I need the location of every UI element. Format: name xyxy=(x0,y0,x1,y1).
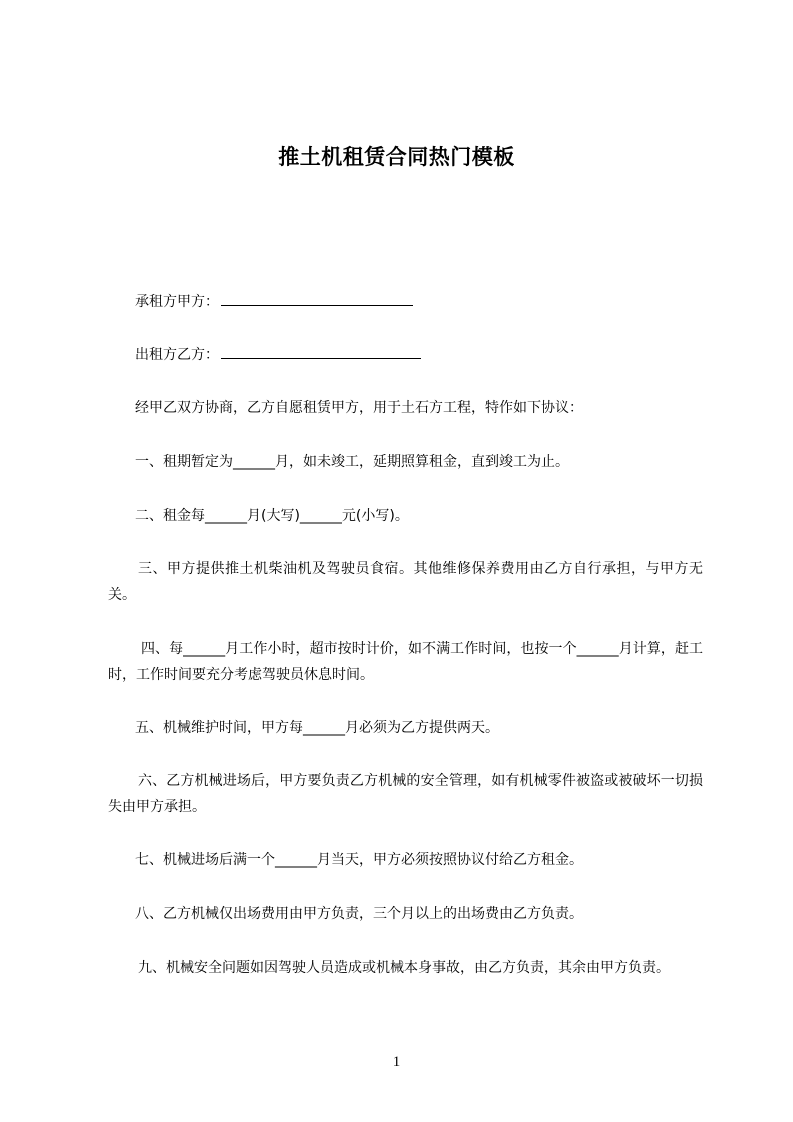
party-b-line xyxy=(108,341,703,368)
clause-8: 八、乙方机械仅出场费用由甲方负责，三个月以上的出场费由乙方负责。 xyxy=(135,906,583,922)
clause-2: 二、租金每______月(大写)______元(小写)。 xyxy=(135,508,409,524)
intro-paragraph: 经甲乙双方协商，乙方自愿租赁甲方，用于土石方工程，特作如下协议： xyxy=(135,400,583,416)
party-a-blank xyxy=(221,288,413,306)
clause-3: 三、甲方提供推土机柴油机及驾驶员食宿。其他维修保养费用由乙方自行承担，与甲方无关。 xyxy=(108,561,703,603)
party-a-line xyxy=(108,288,703,315)
clause-9: 九、机械安全问题如因驾驶人员造成或机械本身事故，由乙方负责，其余由甲方负责。 xyxy=(138,960,670,976)
party-b-blank xyxy=(221,341,421,359)
document-title: 推土机租赁合同热门模板 xyxy=(278,145,515,169)
page-number: 1 xyxy=(392,1054,401,1070)
clause-5: 五、机械维护时间，甲方每______月必须为乙方提供两天。 xyxy=(135,720,499,736)
clause-7: 七、机械进场后满一个______月当天，甲方必须按照协议付给乙方租金。 xyxy=(135,852,583,868)
clause-4: 四、每______月工作小时，超市按时计价，如不满工作时间，也按一个______月计算，赶工时，工作时间要充分考虑驾驶员休息时间。 xyxy=(108,641,703,683)
party-a-label: 承租方甲方： xyxy=(135,294,219,310)
clause-6: 六、乙方机械进场后，甲方要负责乙方机械的安全管理，如有机械零件被盗或被破坏一切损失由甲方承担。 xyxy=(108,773,703,815)
party-b-label: 出租方乙方： xyxy=(135,347,219,363)
clause-1: 一、租期暂定为______月，如未竣工，延期照算租金，直到竣工为止。 xyxy=(135,454,569,470)
